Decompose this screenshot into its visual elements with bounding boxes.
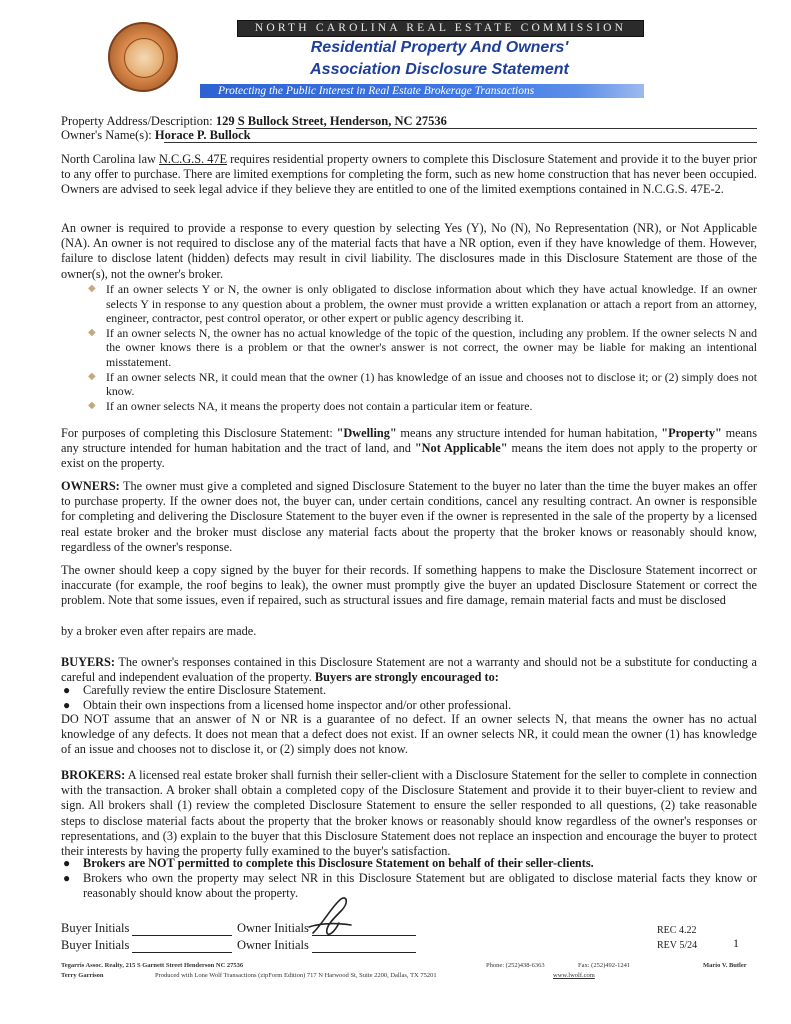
brokers-heading: BROKERS: [61, 768, 126, 782]
list-item: ◆ If an owner selects N, the owner has no actual knowledge of the topic of the question, including any problem. If the owner selects N and the owner knows there is a problem or that the owner's answer is not correct, the owner may be liable for making an intentional misstatement. [88, 325, 757, 369]
list-item: ◆ If an owner selects NA, it means the property does not contain a particular item or feature. [88, 398, 533, 413]
buyer-initials-label-1: Buyer Initials [61, 921, 130, 935]
buyers-paragraph-1: BUYERS: The owner's responses contained in this Disclosure Statement are not a warranty and should not be a substitute for conducting a careful and independent evaluation of the property. Buyers are strongly encouraged to: [61, 655, 757, 685]
buyer-initials-field-1[interactable] [132, 935, 232, 936]
owner-name-label: Owner's Name(s): [61, 128, 152, 142]
statute-link: N.C.G.S. 47E [159, 152, 227, 166]
property-address-line [236, 128, 757, 129]
nc-real-estate-commission-seal [108, 22, 178, 92]
owner-name-row [61, 128, 251, 143]
bullet-icon: ● [63, 871, 71, 886]
list-item: ● Brokers are NOT permitted to complete this Disclosure Statement on behalf of their seller-clients. [63, 856, 594, 870]
seal-inner-emblem [124, 38, 164, 78]
owners-paragraph-2: The owner should keep a copy signed by the buyer for their records. If something happens to make the Disclosure Statement incorrect or inaccurate (for example, the roof begins to leak), the owner must promptly give the buyer an updated Disclosure Statement or correct the problem. Note that some issues, even if repaired, such as structural issues and fire damage, remain material facts and must be disclosed [61, 563, 757, 608]
buyer-initials-label-2: Buyer Initials [61, 938, 130, 952]
owners-heading: OWNERS: [61, 479, 120, 493]
footer-phone: Phone: (252)438-6363 [486, 962, 545, 969]
owner-initials-label-1: Owner Initials [237, 921, 309, 935]
intro-paragraph-1: North Carolina law N.C.G.S. 47E requires residential property owners to complete this Disclosure Statement and provide it to the buyer prior to any offer to purchase. There are limited exemptions for completing the form, such as new home construction that has never been occupied. Owners are advised to seek legal advice if they believe they are entitled to one of the limited exemptions contained in N.C.G.S. 47E-2. [61, 152, 757, 197]
footer-fax: Fax: (252)492-1241 [578, 962, 631, 969]
rec-code: REC 4.22 [657, 925, 697, 936]
handwritten-initials-signature [305, 893, 355, 943]
list-item: ● Obtain their own inspections from a licensed home inspector and/or other professional. [63, 698, 512, 713]
bullet-icon: ◆ [88, 370, 96, 382]
bullet-icon: ◆ [88, 326, 96, 338]
footer-agent: Mario V. Butler [703, 962, 747, 969]
footer-agency: Tegarris Assoc. Realty, 215 S Garnett Street Henderson NC 27536 [61, 962, 244, 969]
rev-code: REV 5/24 [657, 940, 698, 951]
list-item: ● Carefully review the entire Disclosure Statement. [63, 683, 327, 697]
bullet-icon: ● [63, 683, 71, 697]
tagline-banner: Protecting the Public Interest in Real Estate Brokerage Transactions [200, 84, 644, 98]
page-number: 1 [733, 936, 739, 950]
footer-person: Terry Garrison [61, 972, 104, 979]
owners-paragraph-3: by a broker even after repairs are made. [61, 624, 257, 638]
form-title-line2: Association Disclosure Statement [310, 61, 569, 78]
owner-initials-field-2[interactable] [312, 952, 416, 953]
bullet-icon: ◆ [88, 399, 96, 411]
property-address-value[interactable]: 129 S Bullock Street, Henderson, NC 27536 [215, 114, 447, 128]
list-item: ◆ If an owner selects Y or N, the owner is only obligated to disclose information about which they have actual knowledge. If an owner selects Y in response to any question about a problem, the owner must provide a written explanation or attach a report from an attorney, engineer, contractor, pest control operator, or other expert or public agency describing it. [88, 282, 757, 326]
buyers-paragraph-2: DO NOT assume that an answer of N or NR is a guarantee of no defect. If an owner selects N, that means the owner has no actual knowledge of any defects. It does not mean that a defect does not exist. If an owner selects NR, it could mean the owner (1) has knowledge of an issue and chooses not to disclose it, or (2) simply does not know. [61, 712, 757, 757]
buyer-initials-field-2[interactable] [132, 952, 232, 953]
buyers-list [61, 683, 757, 713]
brokers-list [61, 856, 757, 902]
list-item: ◆ If an owner selects NR, it could mean that the owner (1) has knowledge of an issue and chooses not to disclose it; or (2) simply does not know. [88, 369, 757, 399]
owner-initials-label-2: Owner Initials [237, 938, 309, 952]
footer-produced: Produced with Lone Wolf Transactions (zipForm Edition) 717 N Harwood St, Suite 2200, Dallas, TX 75201 [155, 972, 437, 979]
bullet-icon: ● [63, 698, 71, 713]
list-item: ● Brokers who own the property may select NR in this Disclosure Statement but are obligated to disclose material facts they know or reasonably should know about the property. [63, 871, 757, 901]
owner-name-value[interactable]: Horace P. Bullock [154, 128, 251, 142]
property-address-label: Property Address/Description: [61, 114, 213, 128]
bullet-icon: ◆ [88, 283, 96, 294]
footer-url-link[interactable]: www.lwolf.com [553, 972, 595, 979]
bullet-icon: ● [63, 856, 71, 870]
owner-name-line [164, 142, 757, 143]
commission-banner: NORTH CAROLINA REAL ESTATE COMMISSION [237, 20, 644, 37]
form-title-line1: Residential Property And Owners' [310, 39, 569, 56]
brokers-paragraph: BROKERS: A licensed real estate broker shall furnish their seller-client with a Disclosure Statement for the seller to complete in connection with the transaction. A broker shall obtain a completed copy of the Disclosure Statement and provide it to their buyer-client to review and sign. All brokers shall (1) review the completed Disclosure Statement to ensure the seller responded to all questions, (2) take reasonable steps to disclose material facts about the property that the broker knows or reasonably should know regardless of the owner's responses or representations, and (3) explain to the buyer that this Disclosure Statement does not replace an inspection and encourage the buyer to protect their interests by having the property fully examined to the buyer's satisfaction. [61, 768, 757, 859]
buyers-heading: BUYERS: [61, 655, 115, 669]
owners-paragraph-1: OWNERS: The owner must give a completed and signed Disclosure Statement to the buyer no later than the time the buyer makes an offer to purchase property. If the owner does not, the buyer can, under certain conditions, cancel any resulting contract. An owner is responsible for completing and delivering the Disclosure Statement to the buyer even if the owner is represented in the sale of the property by a licensed real estate broker and the broker must disclose any material facts about the property that the broker knows or reasonably should know, regardless of the owner's response. [61, 479, 757, 554]
intro-paragraph-2: An owner is required to provide a response to every question by selecting Yes (Y), No (N), No Representation (NR), or Not Applicable (NA). An owner is not required to disclose any of the material facts that have a NR option, even if they have knowledge of them. However, failure to disclose latent (hidden) defects may result in civil liability. The disclosures made in this Disclosure Statement are those of the owner(s), not the owner's broker. [61, 221, 757, 281]
definitions-paragraph: For purposes of completing this Disclosure Statement: "Dwelling" means any structure intended for human habitation, "Property" means any structure intended for human habitation and the tract of land, and "Not Applicable" means the item does not apply to the property or exist on the property. [61, 426, 757, 471]
property-address-row [61, 114, 447, 129]
response-options-list [84, 282, 757, 413]
